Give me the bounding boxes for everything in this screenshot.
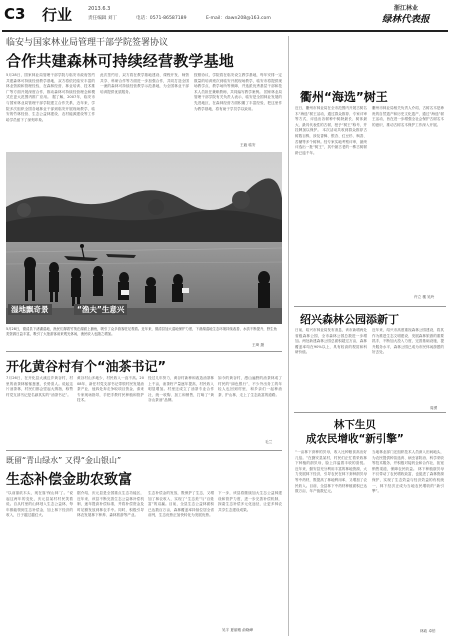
oiltea-col1	[6, 376, 73, 444]
fritillary-col2	[372, 450, 444, 625]
section-name: 行业	[42, 6, 73, 24]
oiltea-para-3: 经过几年努力，黄谷村新种和改造油茶林上千亩，油茶籽产量逐年提高，村民收入明显增加。村里还成立了油茶专业合作社，统一收购、加工和销售，打响了“黄谷山茶油”品牌。	[148, 376, 214, 403]
fritillary-headline: 林下生贝 成农民增收“新引擎”	[306, 419, 404, 445]
oiltea-author: 毛兰	[265, 440, 273, 444]
divider-left-1	[6, 351, 282, 352]
issue-date: 2013.6.3	[88, 6, 111, 12]
eco-col2	[77, 491, 144, 631]
kingtree-headline: 衢州“海选”树王	[300, 90, 388, 104]
photo-title-right: “渔夫”生意兴	[74, 304, 127, 315]
oiltea-col3	[148, 376, 214, 444]
fritillary-col1	[295, 450, 367, 632]
masthead	[0, 0, 450, 32]
fritillary-author: 林政 卓伯	[420, 629, 436, 633]
eco-headline: 生态补偿金助农致富	[6, 472, 132, 488]
photo-title-left: 湿地飘奇景	[8, 304, 52, 315]
lead-para-5: 国家林业局管理干部学院有关负责人表示，临安是全国林业发展的先进地区，在森林经营方面积累了丰富经验，把这里作为教学基地，将有助于学员学以致用。	[194, 89, 282, 111]
eco-author: 吴宇 夏丽雅 俞晓峰	[222, 628, 254, 632]
kingtree-para-2: 本次活动共收到群众推荐古树数百株，涉及香樟、银杏、红豆杉、枫香、苦槠等多个树种。经专家实地考察评审，最终评选出一批“树王”，其中最古老的一株古树树龄已逾千年。	[295, 128, 367, 155]
editor-label: 责任编辑 刘丁	[88, 16, 118, 21]
email: E-mail：dawn208@163.com	[206, 16, 271, 21]
divider-left-2	[6, 450, 282, 451]
oiltea-para-4: 如今的黄谷村，漫山遍野的油茶林成了村民的“绿色银行”，不少外出务工的年轻人也回到村里，和乡亲们一起种油茶、护山林，走上了生态致富的道路。	[218, 376, 282, 397]
park-para-1: 日前，绍兴市林业局发布消息，该市新增两处省级森林公园，全市森林公园总数进一步增加。两处新建森林公园总面积超过万亩，森林覆盖率均在90%以上，具有较高的观赏和科研价值。	[295, 328, 367, 355]
phone: 电话：0571-86587189	[136, 16, 187, 21]
fritillary-para-4: 林下种植浙贝母不仅带动了农民增收致富，也促进了森林资源保护，实现了生态效益与经济效益的有机统一，林下经济正成为当地农民增收的“新引擎”。	[372, 466, 444, 494]
oiltea-headline: 开化黄谷村有个“油茶书记”	[6, 360, 167, 375]
lead-para-4: 按照协议，学院将在临安设立教学基地，每年安排一定数量的培训班次到临安开展现场教学，临安市将提供现场教学点、教学场所等保障，并选派优秀基层干部和技术人员担任兼职教师，共同编写教学案例。	[194, 73, 282, 94]
lead-para-2: 据了解，2007年，临安市与国家林业局管理干部学院建立合作关系，近年来，学院多次组织全国各地林业干部到临安开展现场教学，临安的竹林经营、生态公益林建设、农村能源建设等工作给学员留下了深刻印象。	[6, 95, 95, 122]
kingtree-col2	[372, 106, 444, 296]
eco-para-1: “以前靠砍木头，现在靠‘保山林’了。”说起这两年的变化，庆元县某村村民笑着说。自从村里的山林划入生态公益林，每年都能领到生态补偿金，加上林下经济的收入，日子越过越红火。	[6, 491, 73, 518]
park-para-2: 近年来，绍兴市高度重视森林公园建设，将其作为推进生态文明建设、发展森林旅游的重要抓手，不断加大投入力度，完善基础设施，提升服务水平，森林公园已成为市民休闲游憩的好去处。	[372, 328, 444, 355]
oiltea-col2	[77, 376, 144, 444]
lead-para-1: 5月28日，国家林业局管理干部学院与临安市政府签约共建森林可持续经营教学基地，双方将依托临安丰富的林业资源和管理经验，在森林经营、林业培训、技术推广等方面开展深度合作，推动森林可持续经营理念和模式在更大范围内推广应用。	[6, 73, 95, 100]
lead-body-col3	[194, 73, 282, 144]
kingtree-para-3: 衢州市林业局相关负责人介绍，古树名木是珍贵的自然遗产和历史文化遗产，通过“海选”树王活动，旨在进一步增强全社会保护古树名木的意识，推动古树名木保护工作深入开展。	[372, 106, 444, 127]
eco-para-4: 下一步，该县将继续加大生态公益林建设和管护力度，进一步完善补偿机制，探索生态补偿多元化途径，让更多林农共享生态建设成果。	[218, 491, 282, 512]
fritillary-para-1: “一亩林下套种的贝母，收入比种粮食高出好几倍。”在磐安县某村，村民们正忙着采收林下种植的浙贝母，脸上洋溢着丰收的喜悦。	[295, 450, 367, 466]
eco-kicker: 既留“青山绿水” 又得“金山银山”	[6, 456, 122, 465]
lead-kicker: 临安与国家林业局管理干部学院签署协议	[6, 38, 169, 48]
kingtree-col1	[295, 106, 367, 296]
lead-body-col1	[6, 73, 95, 144]
eco-col1	[6, 491, 73, 631]
wetland-photo-image	[6, 152, 282, 324]
lead-headline: 合作共建森林可持续经营教学基地	[6, 52, 235, 70]
brand-logo: 绿林代表报	[382, 14, 430, 25]
lead-body-col2	[100, 73, 189, 144]
masthead-rule	[2, 30, 448, 32]
lead-para-3: 此次签约后，双方将在教学基地建设、课程开发、师资共享、科研合作等方面进一步加强合作，共同打造全国一流的森林可持续经营教学示范基地，为全国林业干部培训提供优质服务。	[100, 73, 189, 94]
column-divider	[288, 36, 289, 636]
oiltea-para-1: 7月26日，在开化县大溪边乡黄谷村，村里的油茶林郁郁葱葱，长势喜人。说起这片油茶林，村民们都会竖起大拇指，称赞村党支部书记是名副其实的“油茶书记”。	[6, 376, 73, 397]
divider-right-2	[294, 412, 446, 413]
kingtree-para-1: 近日，衢州市林业局在全市范围内开展古树名木“海选”树王活动，通过群众推荐、专家评审等方式，评选出各树种中树龄最长、树体最大、最具代表性的古树，授予“树王”称号，并挂牌加以保护。	[295, 106, 367, 133]
photo-caption: 5月28日，德清县下渚湖湿地，渔民们撑着竹筏在湖面上捕鱼，吸引了众多游客驻足观看。近年来，德清县加大湿地保护力度，下渚湖湿地生态环境持续改善，水质不断提升，野生鱼类资源日益丰富，吸引了大批游客前来观光休闲，渔民收入也随之增加。	[6, 327, 277, 336]
photo-credit: 王琦 摄	[252, 343, 264, 347]
wetland-fishing-photo	[6, 152, 282, 324]
eco-col3	[148, 491, 214, 631]
eco-para-3: 生态补偿金的发放，既保护了生态，又增加了林农收入，实现了“生态美”与“百姓富”的双赢。目前，全县生态公益林面积已达数百万亩，森林覆盖率持续位居全省前列，生态优势正加快转化为发展优势。	[148, 491, 214, 518]
fritillary-para-3: 当地林业部门还组织技术人员深入田间地头，为农民提供种苗选育、病虫害防治、科学采收等技术服务，并积极对接药企和合作社，拓宽销售渠道，保障农民收益。	[372, 450, 444, 471]
eco-para-2: 据介绍，庆元县是全国重点生态功能区，近年来，该县不断完善生态公益林补偿机制，逐年提高补偿标准，并将补偿资金及时足额发放到林农手中。同时，积极引导林农发展林下种养、森林旅游等产业。	[77, 491, 144, 518]
lead-author: 王毅 临安	[240, 143, 256, 147]
fritillary-para-2: 近年来，磐安县充分利用丰富的林地资源，大力发展林下经济，引导农民在林下套种浙贝母等中药材，既提高了林地利用率，又增加了农民收入。目前，全县林下中药材种植面积已达数万亩，年产值数亿元。	[295, 466, 367, 494]
divider-right-1	[294, 306, 446, 307]
park-author: 周勇	[430, 406, 438, 410]
oiltea-para-2: 黄谷村山多地少，村民收入一直不高。2008年，新任村党支部书记带领村民发展油茶产业，他四处奔走争取项目资金，请来专家现场指导，手把手教村民种植和管护技术。	[77, 376, 144, 403]
oiltea-col4	[218, 376, 282, 438]
eco-col4	[218, 491, 282, 621]
kingtree-author: 许立 楼 吴玲	[414, 295, 435, 299]
brand-top: 浙江林业	[394, 5, 419, 12]
page-code: C3	[4, 5, 26, 23]
park-col1	[295, 328, 367, 408]
park-headline: 绍兴森林公园添新丁	[300, 313, 399, 326]
park-col2	[372, 328, 444, 408]
